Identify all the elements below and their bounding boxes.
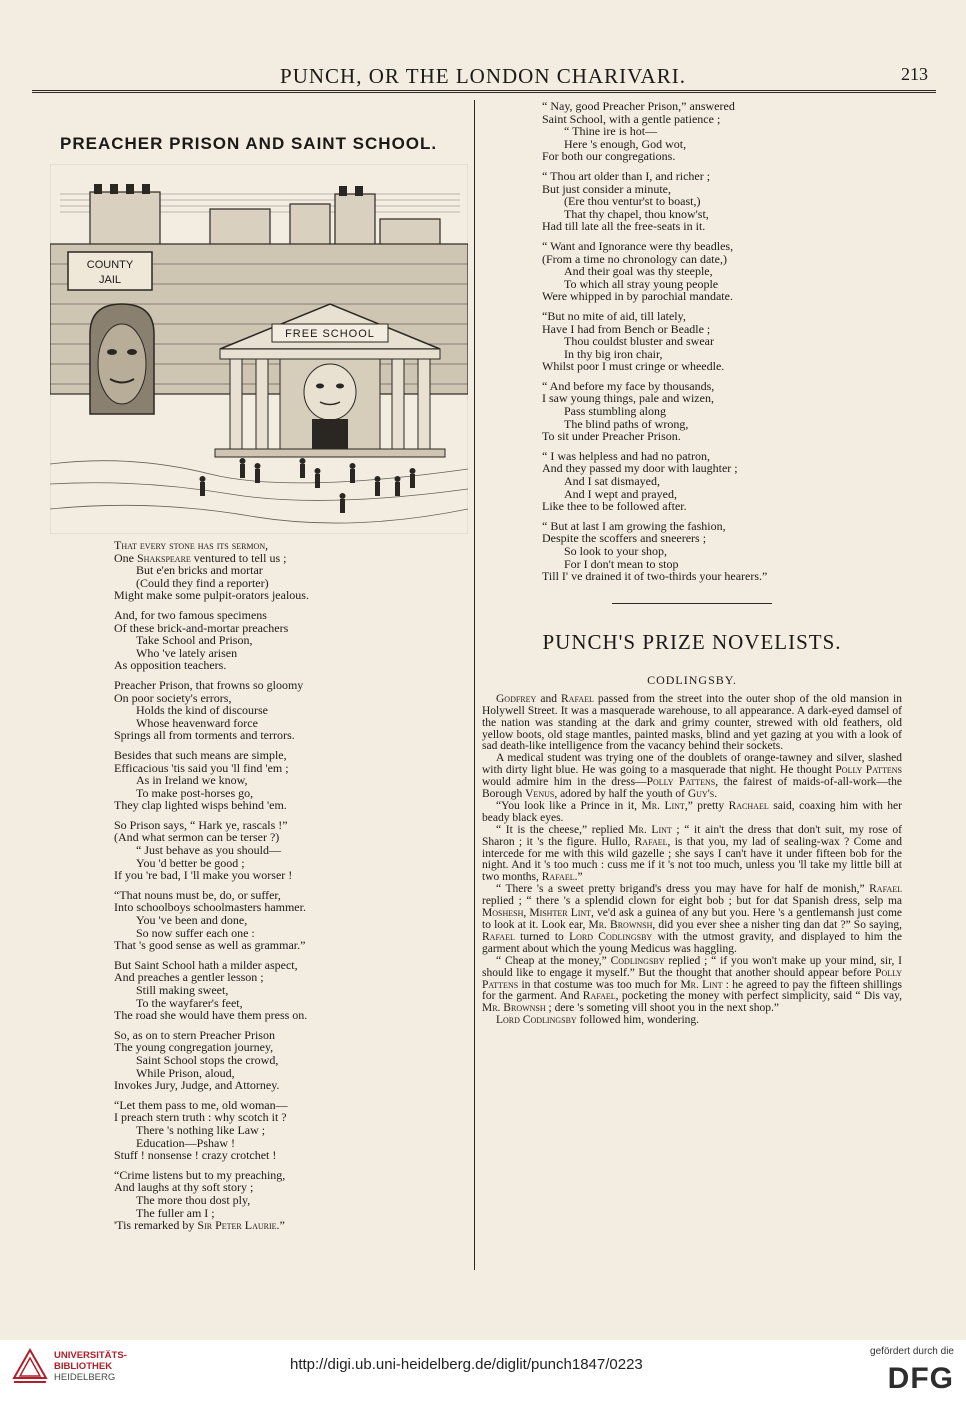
poem-line: “ Thine ire is hot—	[564, 124, 658, 139]
poem-line: Have I had from Bench or Beadle ;	[542, 321, 711, 336]
poem-line: Stuff ! nonsense ! crazy crotchet !	[114, 1148, 277, 1163]
paragraph: “ Cheap at the money,” Codlingsby replied ; “ if you won't make up your mind, sir, I should like to engage it myself.” But the thought that another should appear before Polly Pattens in that costume was too much for Mr. Lint : he agreed to pay the fifteen shillings for the garment. And Rafael, pocketing the money with perfect simplicity, said “ Dis vay, Mr. Brownsh ; dere 's someting vill shoot you in the next shop.”	[482, 954, 903, 1015]
poem-line: As opposition teachers.	[114, 658, 227, 673]
poem-line: The young congregation journey,	[114, 1040, 274, 1055]
page-number: 213	[901, 64, 928, 84]
poem-line: Besides that such means are simple,	[114, 747, 287, 762]
poem-line: The road she would have them press on.	[114, 1008, 308, 1023]
poem-line: But e'en bricks and mortar	[136, 563, 263, 578]
poem-line: And I wept and prayed,	[564, 486, 677, 501]
stanza	[542, 170, 902, 233]
poem-line: I saw young things, pale and wizen,	[542, 391, 714, 406]
poem-line: “ Just behave as you should—	[136, 843, 281, 858]
poem-line: Education—Pshaw !	[136, 1135, 235, 1150]
poem-line: “ Nay, good Preacher Prison,” answered	[542, 99, 735, 113]
poem-line: Whilst poor I must cringe or wheedle.	[542, 359, 725, 374]
prison-school-illustration	[50, 164, 468, 534]
poem-title: PREACHER PRISON AND SAINT SCHOOL.	[60, 134, 438, 153]
poem-line: Invokes Jury, Judge, and Attorney.	[114, 1078, 280, 1093]
poem-line: “ And before my face by thousands,	[542, 378, 715, 393]
poem-line: “Crime listens but to my preaching,	[114, 1167, 286, 1182]
poem-line: (From a time no chronology can date,)	[542, 251, 727, 266]
chapter-title: CODLINGSBY.	[647, 672, 737, 687]
poem-line: Here 's enough, God wot,	[564, 136, 687, 151]
poem-line: You 'd better be good ;	[136, 855, 245, 870]
poem-line: As in Ireland we know,	[136, 773, 248, 788]
poem-line: Take School and Prison,	[136, 633, 253, 648]
poem-line: Despite the scoffers and sneerers ;	[542, 531, 707, 546]
poem-line: To make post-horses go,	[136, 785, 254, 800]
poem-line: (Could they find a reporter)	[136, 575, 269, 590]
paragraph: Lord Codlingsby followed him, wondering.	[496, 1014, 700, 1027]
stanza	[114, 749, 468, 812]
stanza	[542, 380, 902, 443]
poem-line: Into schoolboys schoolmasters hammer.	[114, 900, 306, 915]
poem-line: The more thou dost ply,	[136, 1192, 251, 1207]
poem-line: “ But at last I am growing the fashion,	[542, 518, 726, 533]
poem-line: And, for two famous specimens	[114, 607, 267, 622]
left-column	[46, 100, 468, 1239]
poem-line: One Shakspeare ventured to tell us ;	[114, 550, 287, 565]
paragraph: “ It is the cheese,” replied Mr. Lint ; “ it ain't the dress that don't suit, my rose of Sharon ; it 's the figure. Hullo, Rafael, is that you, my lad of sealing-wax ? Come and intercede for me with this wild gazelle ; she says I can't have it under fifteen bob for the night. And it 's too much : cuss me if it 's not too much, unless you 'll take my little bill at two months, Rafael.”	[482, 823, 902, 884]
poem-line: Holds the kind of discourse	[136, 703, 268, 718]
poem-line: Thou couldst bluster and swear	[564, 334, 714, 349]
poem-line: So now suffer each one :	[136, 925, 255, 940]
poem-line: And I sat dismayed,	[564, 474, 660, 489]
poem-line: They clap lighted wisps behind 'em.	[114, 798, 287, 813]
stanza	[114, 819, 468, 882]
poem-line: Were whipped in by parochial mandate.	[542, 289, 733, 304]
poem-line: The blind paths of wrong,	[564, 416, 689, 431]
footer-bar	[0, 1340, 966, 1405]
poem-line: To sit under Preacher Prison.	[542, 429, 681, 444]
jail-sign-line-1: COUNTY	[86, 259, 134, 271]
poem-line: And they passed my door with laughter ;	[542, 461, 738, 476]
poem-line: “That nouns must be, do, or suffer,	[114, 887, 281, 902]
poem-line: For I don't mean to stop	[564, 556, 679, 571]
poem-line: And laughs at thy soft story ;	[114, 1180, 254, 1195]
stanza	[114, 959, 468, 1022]
stanza	[114, 889, 468, 952]
library-logo-icon	[12, 1348, 48, 1384]
prison-face	[90, 304, 154, 414]
jail-sign-line-2: JAIL	[98, 274, 122, 286]
section-separator	[612, 603, 772, 604]
column-divider	[474, 100, 475, 1270]
poem-right	[542, 100, 902, 583]
poem-line: “ Want and Ignorance were thy beadles,	[542, 238, 734, 253]
poem-line: To the wayfarer's feet,	[136, 995, 243, 1010]
library-name-line-1: UNIVERSITÄTS-	[54, 1350, 127, 1361]
poem-line: (Ere thou ventur'st to boast,)	[564, 194, 701, 209]
header-rule	[32, 90, 936, 93]
stanza	[542, 310, 902, 373]
poem-line: Efficacious 'tis said you 'll find 'em ;	[114, 760, 289, 775]
stanza	[114, 539, 468, 602]
poem-line: While Prison, aloud,	[136, 1065, 235, 1080]
paragraph: A medical student was trying one of the doublets of orange-tawney and silver, slashed with dirty light blue. He was going to a masquerade that night. He thought Polly Pattens would admire him in the dress—Polly Pattens, the fairest of maids-of-all-work—the Borough Venus, adored by half the youth of Guy's.	[482, 752, 902, 801]
novel-text	[482, 694, 902, 1027]
library-name-line-3: HEIDELBERG	[54, 1372, 116, 1383]
poem-line: But just consider a minute,	[542, 181, 671, 196]
poem-line: 'Tis remarked by Sir Peter Laurie.”	[114, 1218, 285, 1233]
poem-line: Pass stumbling along	[564, 404, 667, 419]
poem-line: Had till late all the free-seats in it.	[542, 219, 706, 234]
section-title: PUNCH'S PRIZE NOVELISTS.	[542, 629, 842, 654]
stanza	[542, 100, 902, 163]
paragraph: Godfrey and Rafael passed from the street into the outer shop of the old mansion in Holywell Street. It was a masquerade warehouse, to all appearance. A dark-eyed damsel of the nation was standing at the dark and grimy counter, strewed with old feathers, old yellow boots, old stage mantles, painted masks, blind and yet gazing at you with a look of sad death-like intelligence from the vacancy behind their sockets.	[482, 692, 902, 753]
poem-line: But Saint School hath a milder aspect,	[114, 957, 298, 972]
poem-line: If you 're bad, I 'll make you worser !	[114, 868, 293, 883]
poem-line: That every stone has its sermon,	[114, 538, 269, 552]
stanza	[114, 609, 468, 672]
journal-title: PUNCH, OR THE LONDON CHARIVARI.	[280, 64, 686, 88]
poem-line: Whose heavenward force	[136, 715, 258, 730]
poem-line: Who 've lately arisen	[136, 645, 238, 660]
stanza	[542, 450, 902, 513]
poem-line: And their goal was thy steeple,	[564, 264, 713, 279]
school-sign: FREE SCHOOL	[285, 328, 375, 340]
stanza	[114, 1099, 468, 1162]
poem-line: That 's good sense as well as grammar.”	[114, 938, 306, 953]
poem-line: There 's nothing like Law ;	[136, 1122, 266, 1137]
library-name-line-2: BIBLIOTHEK	[54, 1361, 113, 1372]
poem-line: That thy chapel, thou know'st,	[564, 206, 709, 221]
poem-line: Like thee to be followed after.	[542, 499, 687, 514]
funding-note: gefördert durch die	[870, 1346, 954, 1357]
stanza	[114, 1029, 468, 1092]
poem-line: So Prison says, “ Hark ye, rascals !”	[114, 817, 288, 832]
poem-line: To which all stray young people	[564, 276, 719, 291]
poem-line: (And what sermon can be terser ?)	[114, 830, 280, 845]
poem-line: Might make some pulpit-orators jealous.	[114, 588, 309, 603]
stanza	[114, 1169, 468, 1232]
poem-line: Of these brick-and-mortar preachers	[114, 620, 289, 635]
paragraph: “ There 's a sweet pretty brigand's dress you may have for half de monish,” Rafael replied ; “ there 's a splendid clown for eight bob ; but for dat Spanish dress, selp ma Moshesh, Mishter Lint, ve'd ask a guinea of any but you. Here 's a gentlemansh just come to look at it. Look ear, Mr. Brownsh, did you ever shee a nisher ting dan dat ?” So saying, Rafael turned to Lord Codlingsby with the utmost gravity, and displayed to him the garment about which the young Medicus was haggling.	[482, 883, 903, 955]
right-column	[482, 100, 902, 1027]
library-name	[54, 1350, 127, 1383]
poem-line: Springs all from torments and terrors.	[114, 728, 295, 743]
poem-line: “ I was helpless and had no patron,	[542, 448, 710, 463]
poem-line: Saint School, with a gentle patience ;	[542, 111, 721, 126]
poem-line: “ Thou art older than I, and richer ;	[542, 168, 711, 183]
source-url[interactable]: http://digi.ub.uni-heidelberg.de/diglit/punch1847/0223	[290, 1356, 643, 1373]
poem-line: On poor society's errors,	[114, 690, 232, 705]
poem-line: For both our congregations.	[542, 149, 676, 164]
paragraph: “You look like a Prince in it, Mr. Lint,” pretty Rachael said, coaxing him with her beady black eyes.	[482, 799, 902, 824]
poem-line: I preach stern truth : why scotch it ?	[114, 1110, 287, 1125]
poem-line: So look to your shop,	[564, 544, 668, 558]
poem-line: In thy big iron chair,	[564, 346, 663, 361]
running-header	[30, 64, 936, 88]
poem-line: So, as on to stern Preacher Prison	[114, 1027, 275, 1042]
stanza	[542, 520, 902, 583]
crowd-figures	[200, 458, 416, 513]
poem-line: “But no mite of aid, till lately,	[542, 308, 686, 323]
poem-line: Still making sweet,	[136, 983, 229, 997]
stanza	[114, 679, 468, 742]
poem-line: And preaches a gentler lesson ;	[114, 970, 264, 985]
poem-line: Preacher Prison, that frowns so gloomy	[114, 677, 304, 692]
poem-line: You 've been and done,	[136, 913, 248, 928]
poem-line: “Let them pass to me, old woman—	[114, 1097, 288, 1112]
stanza	[542, 240, 902, 303]
poem-line: Saint School stops the crowd,	[136, 1052, 279, 1067]
poem-line: Till I' ve drained it of two-thirds your hearers.”	[542, 569, 768, 584]
dfg-logo: DFG	[887, 1362, 954, 1395]
poem-line: The fuller am I ;	[136, 1205, 215, 1220]
poem-left	[114, 539, 468, 1232]
